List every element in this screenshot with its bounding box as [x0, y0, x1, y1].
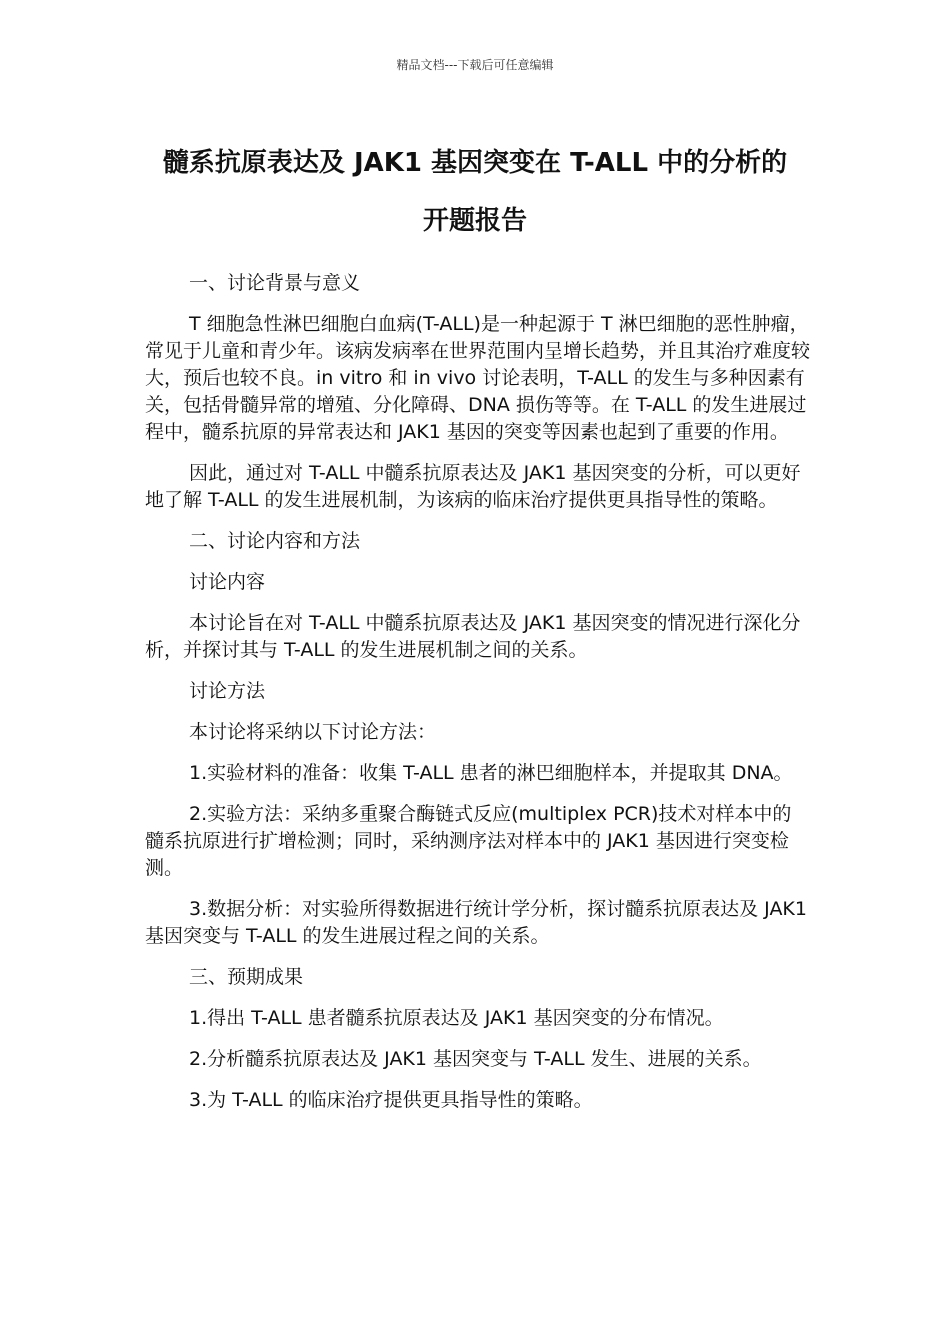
section-heading-background: 一、讨论背景与意义: [189, 272, 361, 294]
document-title-line-2: 开题报告: [422, 206, 527, 236]
subheading-content: 讨论内容: [189, 571, 266, 593]
list-item-result-2: 2.分析髓系抗原表达及 JAK1 基因突变与 T-ALL 发生、进展的关系。: [189, 1048, 762, 1070]
paragraph-significance: 因此，通过对 T-ALL 中髓系抗原表达及 JAK1 基因突变的分析，可以更好地了解 T-ALL 的发生进展机制，为该病的临床治疗提供更具指导性的策略。: [145, 462, 801, 511]
section-heading-content-methods: 二、讨论内容和方法: [189, 530, 361, 552]
document-title-line-1: 髓系抗原表达及 JAK1 基因突变在 T-ALL 中的分析的: [162, 148, 788, 178]
page-header: 精品文档---下载后可任意编辑: [396, 58, 554, 72]
paragraph-background: T 细胞急性淋巴细胞白血病(T-ALL)是一种起源于 T 淋巴细胞的恶性肿瘤，常见于儿童和青少年。该病发病率在世界范围内呈增长趋势，并且其治疗难度较大，预后也较不良。in vitro 和 in vivo 讨论表明，T-ALL 的发生与多种因素有关，包括骨髓异常的增殖、分化障碍、DNA 损伤等等。在 T-ALL 的发生进展过程中，髓系抗原的异常表达和 JAK1 基因的突变等因素也起到了重要的作用。: [145, 313, 811, 443]
document-title: [120, 134, 830, 250]
list-item-result-3: 3.为 T-ALL 的临床治疗提供更具指导性的策略。: [189, 1089, 593, 1111]
list-item-method-3: 3.数据分析：对实验所得数据进行统计学分析，探讨髓系抗原表达及 JAK1 基因突变与 T-ALL 的发生进展过程之间的关系。: [145, 898, 807, 947]
paragraph-content: 本讨论旨在对 T-ALL 中髓系抗原表达及 JAK1 基因突变的情况进行深化分析，并探讨其与 T-ALL 的发生进展机制之间的关系。: [145, 612, 801, 661]
paragraph-methods-intro: 本讨论将采纳以下讨论方法：: [189, 721, 437, 743]
document-body: [145, 270, 810, 1128]
section-heading-expected-results: 三、预期成果: [189, 966, 304, 988]
list-item-method-1: 1.实验材料的准备：收集 T-ALL 患者的淋巴细胞样本，并提取其 DNA。: [189, 762, 793, 784]
list-item-method-2: 2.实验方法：采纳多重聚合酶链式反应(multiplex PCR)技术对样本中的髓系抗原进行扩增检测；同时，采纳测序法对样本中的 JAK1 基因进行突变检测。: [145, 803, 792, 879]
list-item-result-1: 1.得出 T-ALL 患者髓系抗原表达及 JAK1 基因突变的分布情况。: [189, 1007, 724, 1029]
subheading-methods: 讨论方法: [189, 680, 266, 702]
